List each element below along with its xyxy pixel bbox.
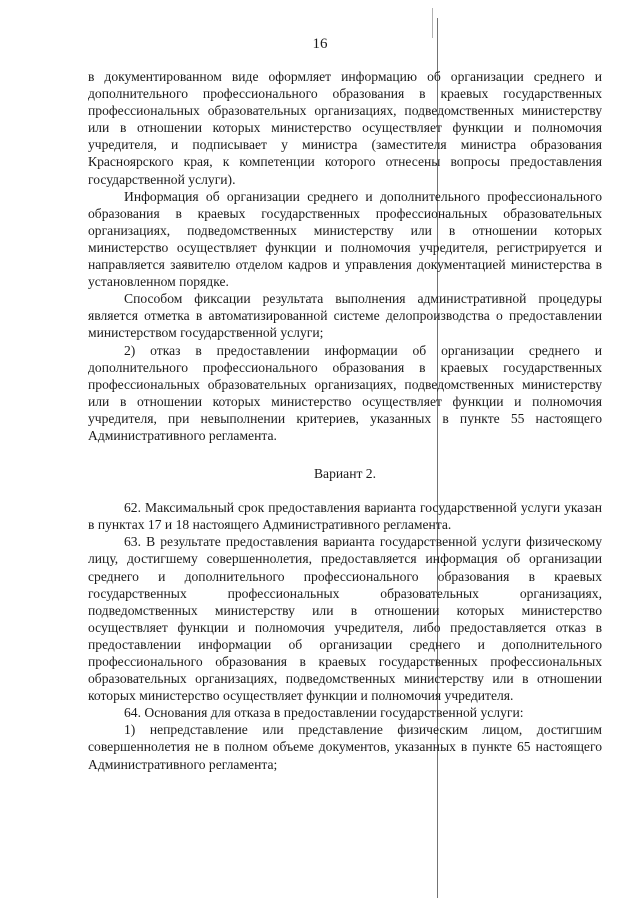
paragraph-fixation-method: Способом фиксации результата выполнения административной процедуры является отметка в автоматизированной системе делопроизводства о предоставлении министерством государственной услуги; <box>88 291 602 341</box>
page-number: 16 <box>312 36 328 52</box>
paragraph-continuation: в документированном виде оформляет информацию об организации среднего и дополнительного профессионального образования в краевых государственных профессиональных образовательных организациях, подведомственных министерству или в отношении которых министерство осуществляет функции и полномочия учредителя, и подписывает у министра (заместителя министра образования Красноярского края, к компетенции которого отнесены вопросы предоставления государственной услуги). <box>88 69 602 187</box>
scan-artifact-line-top <box>432 8 433 38</box>
paragraph-62: 62. Максимальный срок предоставления варианта государственной услуги указан в пунктах 17 и 18 настоящего Административного регламента. <box>88 500 602 533</box>
paragraph-information: Информация об организации среднего и дополнительного профессионального образования в краевых государственных профессиональных образовательных организациях, подведомственных министерству или в отношении которых министерство осуществляет функции и полномочия учредителя, регистрируется и направляется заявителю отделом кадров и управления документацией министерства в установленном порядке. <box>88 188 602 290</box>
paragraph-refusal: 2) отказ в предоставлении информации об организации среднего и дополнительного профессионального образования в краевых государственных профессиональных образовательных организациях, подведомственных министерству или в отношении которых министерство осуществляет функции и полномочия учредителя, при невыполнении критериев, указанных в пункте 55 настоящего Административного регламента. <box>88 342 602 443</box>
document-body <box>88 68 602 773</box>
paragraph-64: 64. Основания для отказа в предоставлении государственной услуги: <box>124 705 524 721</box>
paragraph-64-item-1: 1) непредставление или представление физическим лицом, достигшим совершеннолетия не в полном объеме документов, указанных в пункте 65 настоящего Административного регламента; <box>88 722 602 772</box>
section-heading-variant-2: Вариант 2. <box>313 466 376 482</box>
paragraph-63: 63. В результате предоставления варианта государственной услуги физическому лицу, достигшему совершеннолетия, предоставляется информация об организации среднего и дополнительного профессионального образования в краевых государственных профессиональных образовательных организациях, подведомственных министерству или в отношении которых министерство осуществляет функции и полномочия учредителя, либо предоставляется отказ в предоставлении информации об организации среднего и дополнительного профессионального образования в краевых государственных профессиональных образовательных организациях, подведомственных министерству или в отношении которых министерство осуществляет функции и полномочия учредителя. <box>88 534 602 704</box>
